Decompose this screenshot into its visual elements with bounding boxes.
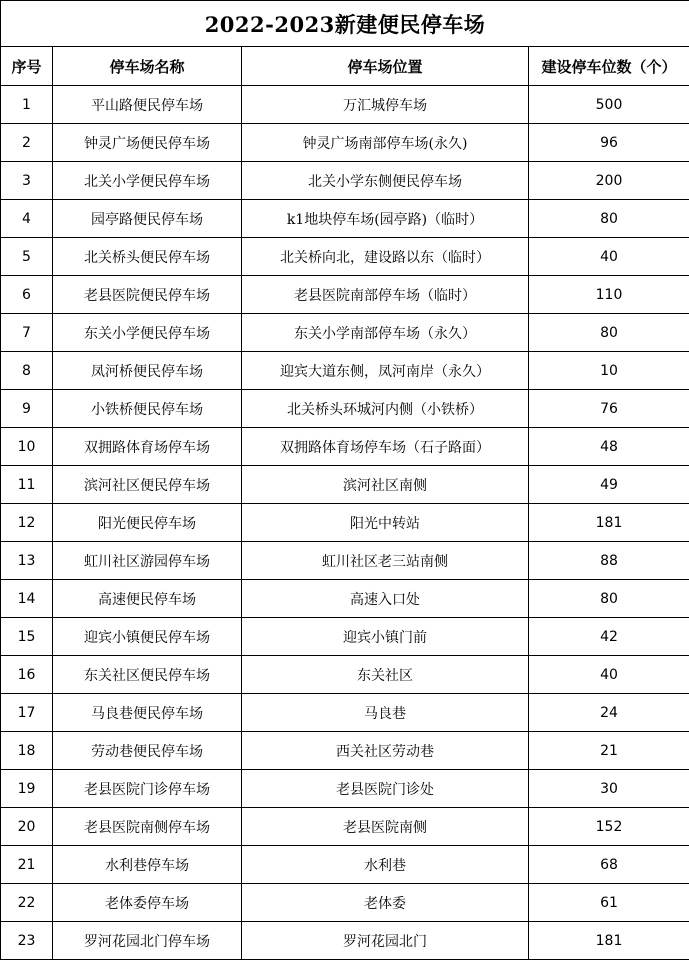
- cell-index[interactable]: 21: [1, 846, 53, 884]
- table-row: [1, 618, 689, 656]
- cell-index[interactable]: 4: [1, 200, 53, 238]
- cell-location[interactable]: 老县医院南部停车场（临时）: [242, 276, 529, 314]
- table-row: [1, 694, 689, 732]
- cell-location[interactable]: 高速入口处: [242, 580, 529, 618]
- cell-spaces[interactable]: 76: [529, 390, 689, 428]
- cell-spaces[interactable]: 61: [529, 884, 689, 922]
- header-spaces[interactable]: 建设停车位数（个）: [529, 47, 689, 86]
- cell-spaces[interactable]: 80: [529, 200, 689, 238]
- cell-location[interactable]: 万汇城停车场: [242, 86, 529, 124]
- cell-name[interactable]: 老县医院南侧停车场: [53, 808, 242, 846]
- table-row: [1, 314, 689, 352]
- cell-location[interactable]: 马良巷: [242, 694, 529, 732]
- table-row: [1, 580, 689, 618]
- cell-location[interactable]: 老县医院门诊处: [242, 770, 529, 808]
- cell-location[interactable]: 迎宾小镇门前: [242, 618, 529, 656]
- cell-location[interactable]: 东关社区: [242, 656, 529, 694]
- cell-name[interactable]: 钟灵广场便民停车场: [53, 124, 242, 162]
- cell-index[interactable]: 19: [1, 770, 53, 808]
- cell-location[interactable]: 老县医院南侧: [242, 808, 529, 846]
- table-row: [1, 428, 689, 466]
- cell-spaces[interactable]: 181: [529, 504, 689, 542]
- table-row: [1, 466, 689, 504]
- cell-index[interactable]: 17: [1, 694, 53, 732]
- cell-spaces[interactable]: 500: [529, 86, 689, 124]
- cell-name[interactable]: 马良巷便民停车场: [53, 694, 242, 732]
- cell-name[interactable]: 东关社区便民停车场: [53, 656, 242, 694]
- table-row: [1, 656, 689, 694]
- cell-index[interactable]: 23: [1, 922, 53, 960]
- cell-location[interactable]: 迎宾大道东侧，凤河南岸（永久）: [242, 352, 529, 390]
- cell-spaces[interactable]: 40: [529, 238, 689, 276]
- cell-name[interactable]: 北关桥头便民停车场: [53, 238, 242, 276]
- cell-index[interactable]: 1: [1, 86, 53, 124]
- cell-name[interactable]: 虹川社区游园停车场: [53, 542, 242, 580]
- cell-spaces[interactable]: 24: [529, 694, 689, 732]
- table-row: [1, 884, 689, 922]
- cell-name[interactable]: 劳动巷便民停车场: [53, 732, 242, 770]
- cell-index[interactable]: 16: [1, 656, 53, 694]
- cell-name[interactable]: 凤河桥便民停车场: [53, 352, 242, 390]
- cell-location[interactable]: 阳光中转站: [242, 504, 529, 542]
- cell-location[interactable]: 水利巷: [242, 846, 529, 884]
- cell-location[interactable]: 钟灵广场南部停车场(永久): [242, 124, 529, 162]
- cell-index[interactable]: 12: [1, 504, 53, 542]
- cell-spaces[interactable]: 88: [529, 542, 689, 580]
- cell-name[interactable]: 平山路便民停车场: [53, 86, 242, 124]
- cell-index[interactable]: 22: [1, 884, 53, 922]
- cell-index[interactable]: 9: [1, 390, 53, 428]
- cell-index[interactable]: 7: [1, 314, 53, 352]
- table-row: [1, 390, 689, 428]
- cell-spaces[interactable]: 48: [529, 428, 689, 466]
- cell-name[interactable]: 阳光便民停车场: [53, 504, 242, 542]
- table-row: [1, 124, 689, 162]
- cell-name[interactable]: 东关小学便民停车场: [53, 314, 242, 352]
- cell-location[interactable]: 西关社区劳动巷: [242, 732, 529, 770]
- cell-index[interactable]: 20: [1, 808, 53, 846]
- cell-spaces[interactable]: 110: [529, 276, 689, 314]
- cell-index[interactable]: 13: [1, 542, 53, 580]
- header-row: [1, 47, 689, 86]
- cell-name[interactable]: 老县医院便民停车场: [53, 276, 242, 314]
- cell-location[interactable]: 罗河花园北门: [242, 922, 529, 960]
- cell-location[interactable]: 北关桥向北，建设路以东（临时）: [242, 238, 529, 276]
- title-row: [1, 1, 689, 47]
- cell-spaces[interactable]: 80: [529, 314, 689, 352]
- cell-spaces[interactable]: 40: [529, 656, 689, 694]
- table-row: [1, 276, 689, 314]
- cell-spaces[interactable]: 96: [529, 124, 689, 162]
- table-row: [1, 200, 689, 238]
- cell-location[interactable]: 虹川社区老三站南侧: [242, 542, 529, 580]
- table-row: [1, 86, 689, 124]
- cell-index[interactable]: 2: [1, 124, 53, 162]
- cell-index[interactable]: 8: [1, 352, 53, 390]
- cell-index[interactable]: 15: [1, 618, 53, 656]
- cell-location[interactable]: 老体委: [242, 884, 529, 922]
- cell-spaces[interactable]: 49: [529, 466, 689, 504]
- cell-spaces[interactable]: 30: [529, 770, 689, 808]
- cell-spaces[interactable]: 200: [529, 162, 689, 200]
- cell-location[interactable]: 滨河社区南侧: [242, 466, 529, 504]
- cell-name[interactable]: 北关小学便民停车场: [53, 162, 242, 200]
- cell-name[interactable]: 园亭路便民停车场: [53, 200, 242, 238]
- table-row: [1, 770, 689, 808]
- cell-spaces[interactable]: 68: [529, 846, 689, 884]
- cell-name[interactable]: 滨河社区便民停车场: [53, 466, 242, 504]
- cell-index[interactable]: 6: [1, 276, 53, 314]
- cell-location[interactable]: 双拥路体育场停车场（石子路面）: [242, 428, 529, 466]
- cell-name[interactable]: 迎宾小镇便民停车场: [53, 618, 242, 656]
- table-row: [1, 504, 689, 542]
- table-body: [1, 86, 689, 960]
- table-row: [1, 732, 689, 770]
- cell-spaces[interactable]: 42: [529, 618, 689, 656]
- table-row: [1, 922, 689, 960]
- header-location[interactable]: 停车场位置: [242, 47, 529, 86]
- cell-index[interactable]: 11: [1, 466, 53, 504]
- cell-index[interactable]: 14: [1, 580, 53, 618]
- cell-index[interactable]: 3: [1, 162, 53, 200]
- cell-index[interactable]: 10: [1, 428, 53, 466]
- cell-location[interactable]: 北关小学东侧便民停车场: [242, 162, 529, 200]
- cell-index[interactable]: 18: [1, 732, 53, 770]
- table-row: [1, 162, 689, 200]
- cell-spaces[interactable]: 10: [529, 352, 689, 390]
- cell-name[interactable]: 罗河花园北门停车场: [53, 922, 242, 960]
- cell-spaces[interactable]: 181: [529, 922, 689, 960]
- cell-location[interactable]: 北关桥头环城河内侧（小铁桥）: [242, 390, 529, 428]
- table-row: [1, 352, 689, 390]
- table-row: [1, 542, 689, 580]
- cell-name[interactable]: 小铁桥便民停车场: [53, 390, 242, 428]
- table-row: [1, 238, 689, 276]
- table-title[interactable]: 2022-2023新建便民停车场: [1, 1, 689, 47]
- cell-spaces[interactable]: 80: [529, 580, 689, 618]
- table-row: [1, 808, 689, 846]
- cell-index[interactable]: 5: [1, 238, 53, 276]
- table-row: [1, 846, 689, 884]
- cell-location[interactable]: k1地块停车场(园亭路)（临时）: [242, 200, 529, 238]
- cell-name[interactable]: 老体委停车场: [53, 884, 242, 922]
- cell-name[interactable]: 高速便民停车场: [53, 580, 242, 618]
- cell-location[interactable]: 东关小学南部停车场（永久）: [242, 314, 529, 352]
- cell-spaces[interactable]: 152: [529, 808, 689, 846]
- header-name[interactable]: 停车场名称: [53, 47, 242, 86]
- cell-spaces[interactable]: 21: [529, 732, 689, 770]
- cell-name[interactable]: 老县医院门诊停车场: [53, 770, 242, 808]
- header-index[interactable]: 序号: [1, 47, 53, 86]
- cell-name[interactable]: 水利巷停车场: [53, 846, 242, 884]
- cell-name[interactable]: 双拥路体育场停车场: [53, 428, 242, 466]
